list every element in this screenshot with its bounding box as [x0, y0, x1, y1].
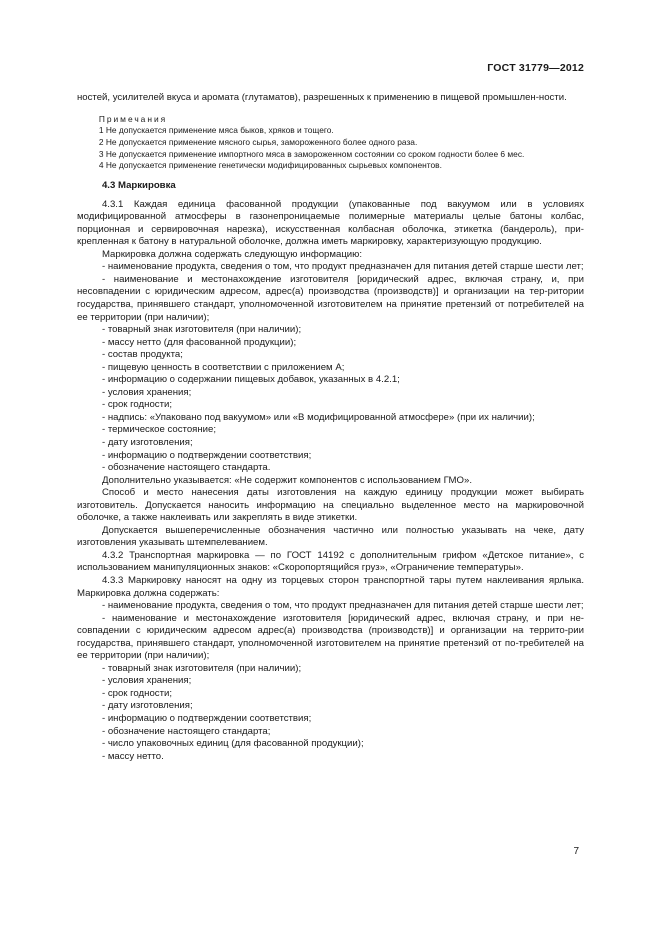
note-item: 4 Не допускается применение генетически модифицированных сырьевых компонентов. — [98, 160, 442, 171]
intro-continuation: ностей, усилителей вкуса и аромата (глутаматов), разрешенных к применению в пищевой промышлен-ности. — [77, 92, 567, 103]
list-item: - условия хранения; — [101, 675, 192, 687]
paragraph: Дополнительно указывается: «Не содержит компонентов с использованием ГМО». — [101, 474, 472, 486]
list-item: - дату изготовления; — [101, 437, 193, 448]
list-item: - обозначение настоящего стандарта; — [101, 725, 271, 737]
paragraph: 4.3.2 Транспортная маркировка — по ГОСТ 14192 с дополнительным грифом «Детское питание», с использованием манипуляционных знаков: «Скоропортящийся груз», «Ограничение температуры». — [77, 549, 584, 574]
list-item: - пищевую ценность в соответствии с приложением А; — [101, 361, 345, 373]
list-item: - дату изготовления; — [101, 700, 193, 712]
list-item: - условия хранения; — [101, 386, 192, 398]
note-item: 3 Не допускается применение импортного мяса в замороженном состоянии со сроком годности более 6 мес. — [98, 148, 525, 159]
list-item: - термическое состояние; — [101, 424, 217, 436]
paragraph: Маркировка должна содержать следующую информацию: — [101, 248, 363, 260]
page-number: 7 — [573, 846, 579, 857]
section-title: 4.3 Маркировка — [101, 180, 176, 192]
list-item: - наименование и местонахождение изготовителя [юридический адрес, включая страну, и при не-совпадении с юридическим адресом адрес(а) производства (производств)] и организации на террито-рии государства, принявшего стандарт, уполномоченной изготовителем на принятие претензий от по-требителей на ее территории (при наличии); — [77, 612, 584, 662]
list-item: - информацию о подтверждении соответствия; — [101, 713, 312, 725]
note-item: 1 Не допускается применение мяса быков, хряков и тощего. — [98, 125, 334, 136]
list-item: - число упаковочных единиц (для фасованной продукции); — [101, 738, 364, 750]
list-item: - товарный знак изготовителя (при наличии); — [101, 662, 302, 674]
notes-block — [77, 114, 584, 173]
list-item: - срок годности; — [101, 399, 173, 411]
list-item: - обозначение настоящего стандарта. — [101, 462, 271, 474]
paragraph: Допускается вышеперечисленные обозначения частично или полностью указывать на чеке, дату изготовления указывать штемпелеванием. — [77, 524, 584, 549]
section-body — [77, 199, 584, 764]
list-item: - наименование и местонахождение изготовителя [юридический адрес, включая страну, и, при несовпадении с юридическим адресом, адрес(а) производства (производств)] и организации на тер-ритории государства, принявшего стандарт, уполномоченной изготовителем на принятие претензий от потребителей на ее территории (при наличии); — [77, 273, 584, 323]
note-item: 2 Не допускается применение мясного сырья, замороженного более одного раза. — [98, 136, 418, 147]
list-item: - наименование продукта, сведения о том, что продукт предназначен для питания детей старше шести лет; — [101, 261, 584, 273]
list-item: - массу нетто. — [101, 750, 164, 762]
list-item: - информацию о подтверждении соответствия; — [101, 449, 312, 461]
list-item: - состав продукта; — [101, 349, 183, 361]
document-header: ГОСТ 31779—2012 — [487, 62, 584, 74]
list-item: - наименование продукта, сведения о том, что продукт предназначен для питания детей старше шести лет; — [101, 600, 584, 612]
list-item: - надпись: «Упаковано под вакуумом» или «В модифицированной атмосфере» (при их наличии); — [101, 411, 535, 423]
paragraph: Способ и место нанесения даты изготовления на каждую единицу продукции может выбирать изготовитель. Допускается наносить информацию на специально выделенное место на маркировочной оболочке, а также наклеивать или закреплять в виде этикетки. — [77, 487, 584, 524]
page-content — [77, 92, 584, 763]
paragraph: 4.3.3 Маркировку наносят на одну из торцевых сторон транспортной тары путем наклеивания ярлыка. Маркировка должна содержать: — [77, 575, 584, 599]
notes-title: Примечания — [98, 113, 168, 124]
list-item: - информацию о содержании пищевых добавок, указанных в 4.2.1; — [101, 374, 400, 386]
paragraph: 4.3.1 Каждая единица фасованной продукции (упакованные под вакуумом или в условиях модифицированной атмосферы в газонепроницаемые полимерные материалы целые батоны колбас, порционная и сервировочная нарезка), искусственная колбасная оболочка, этикетка (бандероль), при-крепленная к батону в натуральной оболочке, должна иметь маркировку, характеризующую продукцию. — [77, 198, 584, 248]
list-item: - срок годности; — [101, 687, 173, 699]
list-item: - товарный знак изготовителя (при наличии); — [101, 324, 302, 336]
list-item: - массу нетто (для фасованной продукции); — [101, 336, 297, 348]
